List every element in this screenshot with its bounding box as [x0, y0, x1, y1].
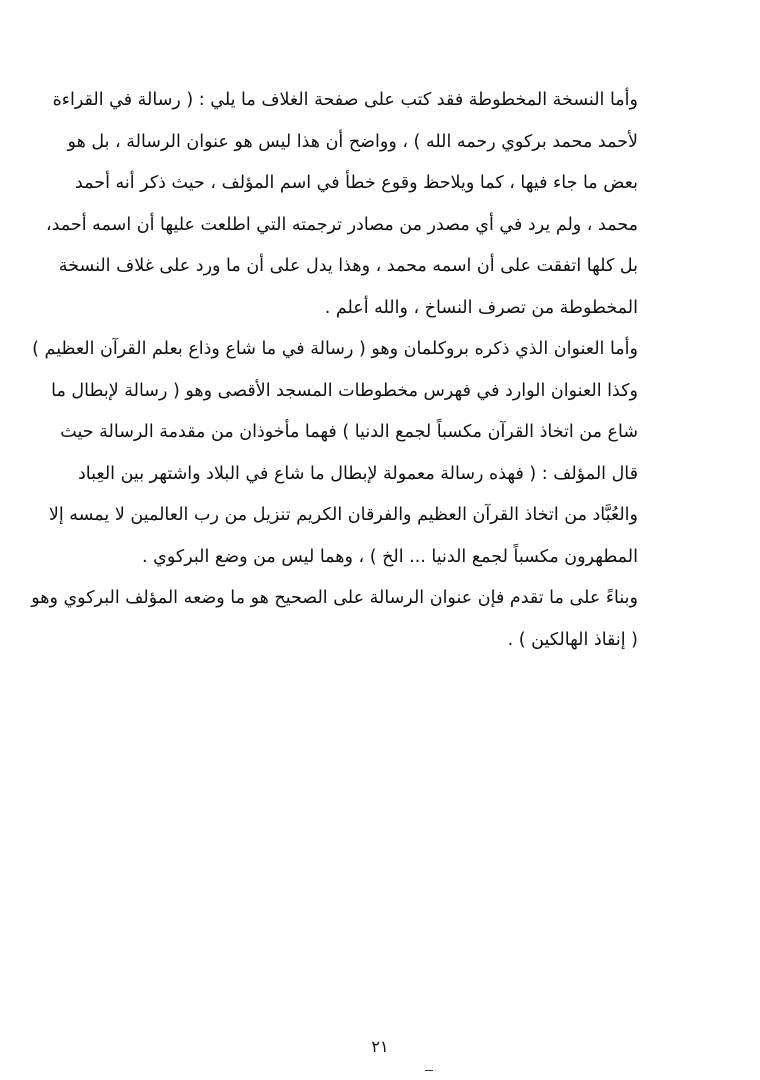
text-line: شاع من اتخاذ القرآن مكسباً لجمع الدنيا ) فهما مأخوذان من مقدمة الرسالة حيث [60, 422, 638, 442]
text-line: وأما النسخة المخطوطة فقد كتب على صفحة الغلاف ما يلي : ( رسالة في القراءة [52, 90, 638, 110]
page-number: ٢١ [371, 1037, 389, 1056]
text-line: وكذا العنوان الوارد في فهرس مخطوطات المسجد الأقصى وهو ( رسالة لإبطال ما [51, 380, 638, 401]
text-line: محمد ، ولم يرد في أي مصدر من مصادر ترجمته التي اطلعت عليها أن اسمه أحمد، [45, 214, 638, 235]
scan-mark [425, 1070, 433, 1077]
text-line: ( إنقاذ الهالكين ) . [507, 629, 638, 650]
text-line: المخطوطة من تصرف النساخ ، والله أعلم . [324, 297, 638, 318]
text-line: قال المؤلف : ( فهذه رسالة معمولة لإبطال ما شاع في البلاد واشتهر بين العِباد [78, 463, 638, 484]
text-line: لأحمد محمد بركوي رحمه الله ) ، وواضح أن هذا ليس هو عنوان الرسالة ، بل هو [67, 131, 638, 152]
body-text [31, 80, 638, 661]
text-line: المطهرون مكسباً لجمع الدنيا ... الخ ) ، وهما ليس من وضع البركوي . [142, 546, 638, 567]
text-line: وبناءً على ما تقدم فإن عنوان الرسالة على الصحيح هو ما وضعه المؤلف البركوي وهو [31, 588, 638, 608]
text-line: وأما العنوان الذي ذكره بروكلمان وهو ( رسالة في ما شاع وذاع بعلم القرآن العظيم ) [32, 339, 638, 359]
text-line: بل كلها اتفقت على أن اسمه محمد ، وهذا يدل على أن ما ورد على غلاف النسخة [58, 256, 638, 276]
text-line: والعُبَّاد من اتخاذ القرآن العظيم والفرقان الكريم تنزيل من رب العالمين لا يمسه إلا [48, 505, 638, 525]
text-line: بعض ما جاء فيها ، كما ويلاحظ وقوع خطأ في اسم المؤلف ، حيث ذكر أنه أحمد [74, 173, 638, 193]
